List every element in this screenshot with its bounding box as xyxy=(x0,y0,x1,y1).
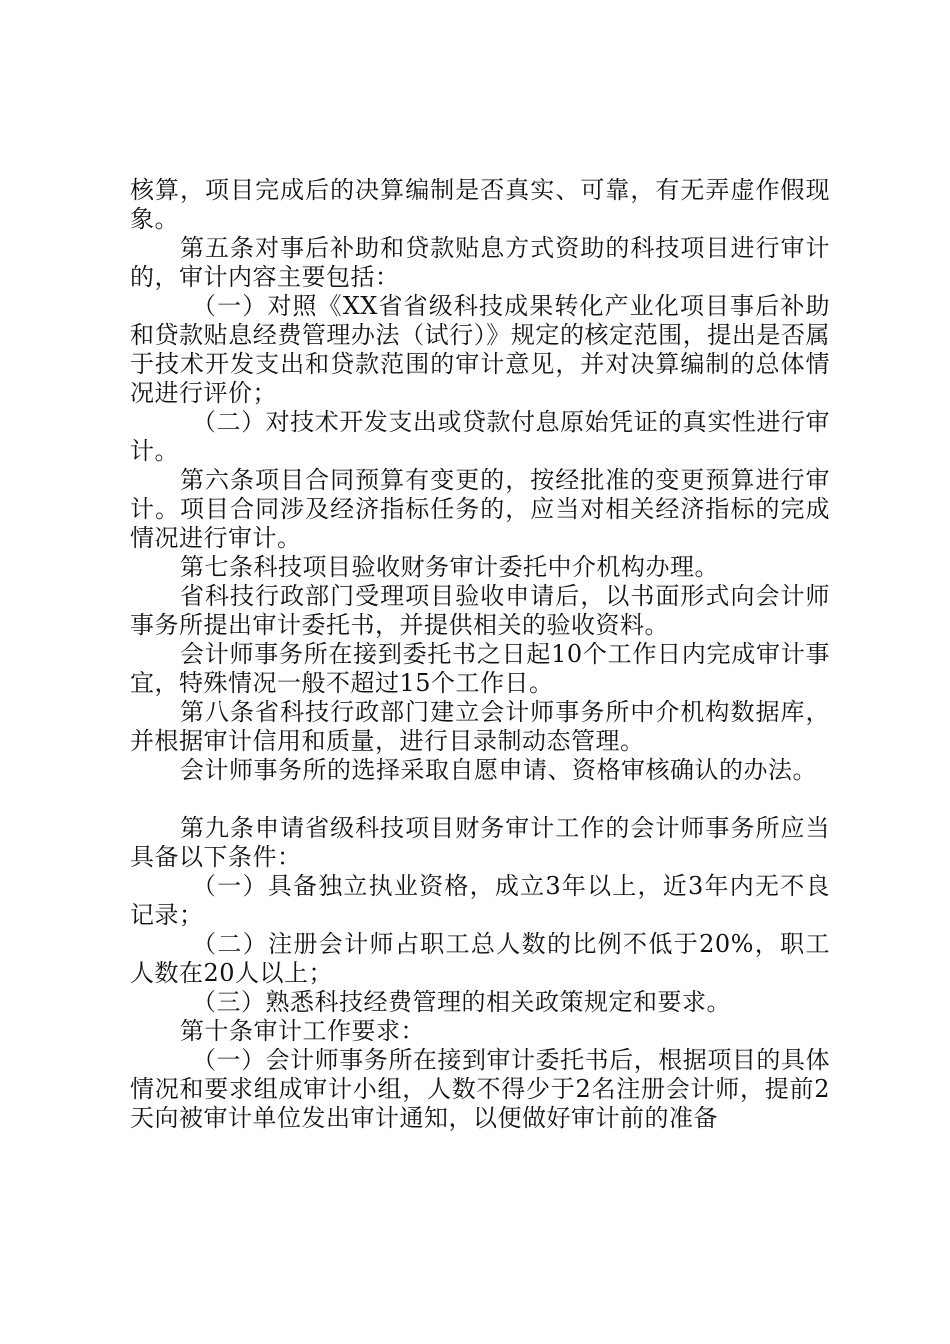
paragraph-article-9: 第九条申请省级科技项目财务审计工作的会计师事务所应当具备以下条件： xyxy=(130,814,830,871)
paragraph-article-5-item-1: （一）对照《XX省省级科技成果转化产业化项目事后补助和贷款贴息经费管理办法（试行）》规定的核定范围，提出是否属于技术开发支出和贷款范围的审计意见，并对决算编制的总体情况进行评价； xyxy=(130,292,830,407)
paragraph-article-5: 第五条对事后补助和贷款贴息方式资助的科技项目进行审计的，审计内容主要包括： xyxy=(130,234,830,291)
paragraph-article-9-item-3: （三）熟悉科技经费管理的相关政策规定和要求。 xyxy=(192,988,731,1016)
paragraph-article-7: 第七条科技项目验收财务审计委托中介机构办理。 xyxy=(180,553,719,581)
paragraph-article-8: 第八条省科技行政部门建立会计师事务所中介机构数据库，并根据审计信用和质量，进行目录制动态管理。 xyxy=(130,698,830,755)
paragraph-article-9-item-2: （二）注册会计师占职工总人数的比例不低于20%，职工人数在20人以上； xyxy=(130,930,830,987)
paragraph-continuation: 核算，项目完成后的决算编制是否真实、可靠，有无弄虚作假现象。 xyxy=(130,176,830,233)
paragraph-article-10: 第十条审计工作要求： xyxy=(180,1017,425,1045)
paragraph-article-7-detail-1: 省科技行政部门受理项目验收申请后，以书面形式向会计师事务所提出审计委托书，并提供相关的验收资料。 xyxy=(130,582,830,639)
paragraph-article-7-detail-2: 会计师事务所在接到委托书之日起10个工作日内完成审计事宜，特殊情况一般不超过15个工作日。 xyxy=(130,640,830,697)
document-body xyxy=(130,176,830,1133)
paragraph-article-9-item-1: （一）具备独立执业资格，成立3年以上，近3年内无不良记录； xyxy=(130,872,830,929)
paragraph-article-10-item-1: （一）会计师事务所在接到审计委托书后，根据项目的具体情况和要求组成审计小组，人数不得少于2名注册会计师，提前2天向被审计单位发出审计通知，以便做好审计前的准备 xyxy=(130,1046,830,1132)
paragraph-article-8-detail: 会计师事务所的选择采取自愿申请、资格审核确认的办法。 xyxy=(180,756,817,784)
paragraph-article-6: 第六条项目合同预算有变更的，按经批准的变更预算进行审计。项目合同涉及经济指标任务的，应当对相关经济指标的完成情况进行审计。 xyxy=(130,466,830,552)
paragraph-article-5-item-2: （二）对技术开发支出或贷款付息原始凭证的真实性进行审计。 xyxy=(130,408,830,465)
